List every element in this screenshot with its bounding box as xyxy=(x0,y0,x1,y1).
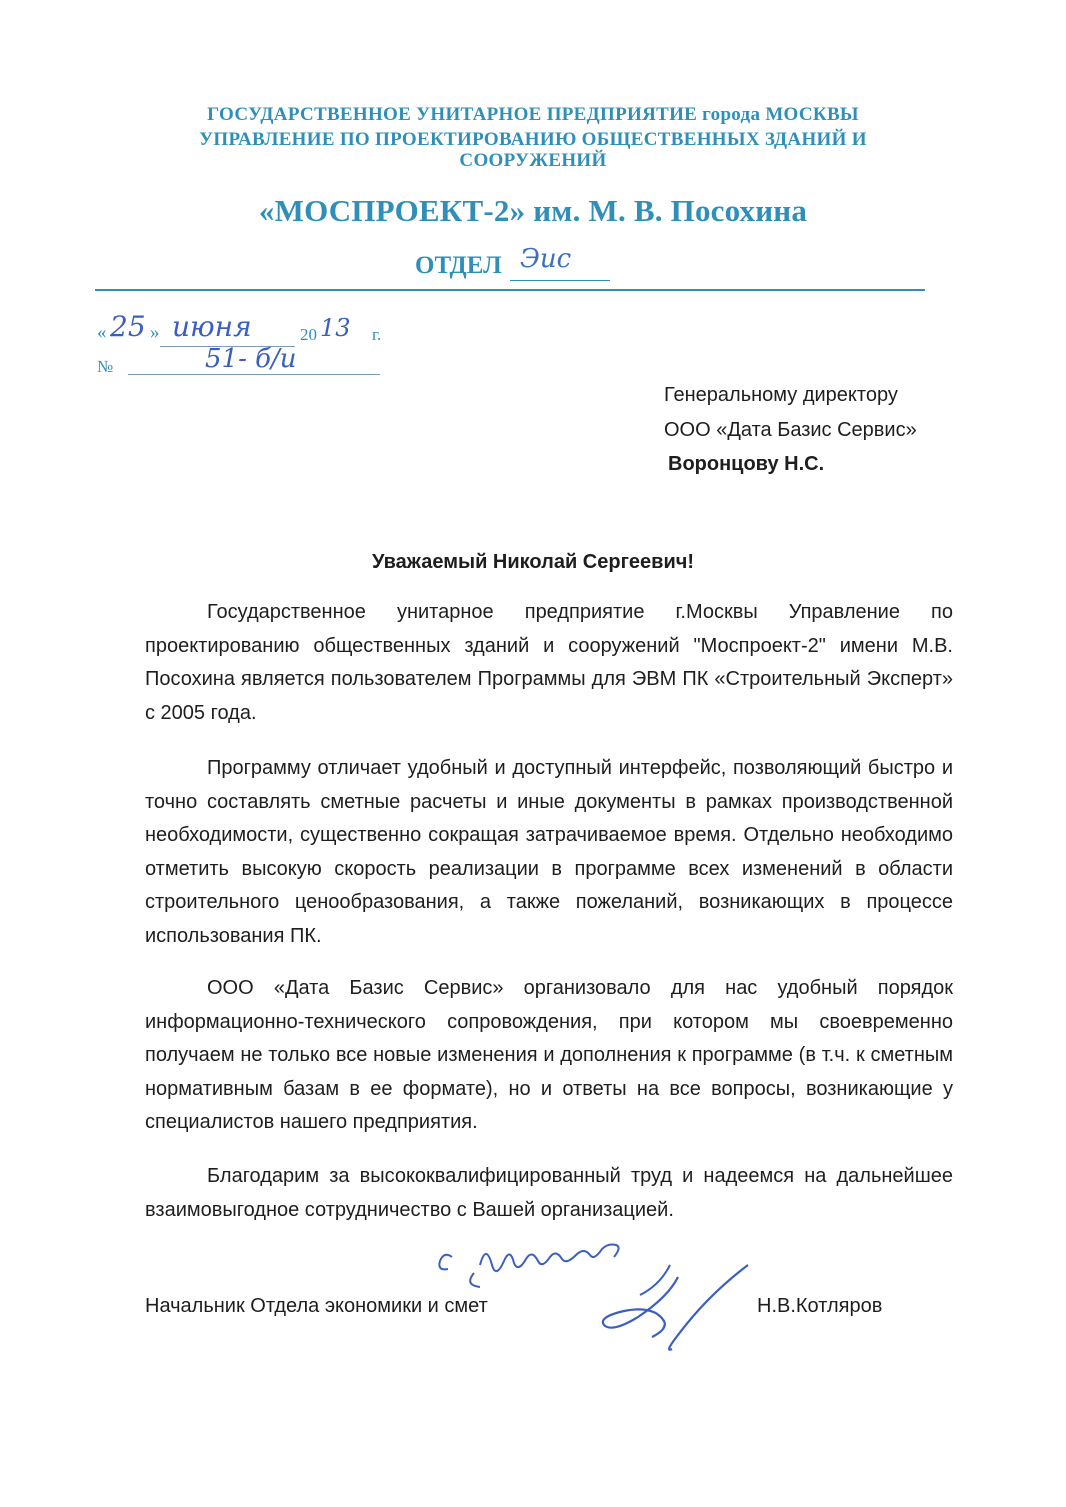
signatory-title: Начальник Отдела экономики и смет xyxy=(145,1295,488,1317)
letterhead-line-2: УПРАВЛЕНИЕ ПО ПРОЕКТИРОВАНИЮ ОБЩЕСТВЕННЫХ ЗДАНИЙ И xyxy=(199,129,867,150)
date-year-prefix: 20 xyxy=(300,325,317,344)
body-paragraph-2: Программу отличает удобный и доступный интерфейс, позволяющий быстро и точно составлять сметные расчеты и иные документы в рамках производственной необходимости, существенно сокращая затрачиваемое время. Отдельно необходимо отметить высокую скорость реализации в программе всех изменений в области строительного ценообразования, а также пожеланий, возникающих в процессе использования ПК. xyxy=(145,757,953,947)
letterhead-line-1: ГОСУДАРСТВЕННОЕ УНИТАРНОЕ ПРЕДПРИЯТИЕ города МОСКВЫ xyxy=(207,104,859,125)
date-year-mark: г. xyxy=(372,325,382,344)
letterhead-org-name: «МОСПРОЕКТ-2» им. М. В. Посохина xyxy=(258,193,808,228)
date-day: 25 xyxy=(110,310,146,343)
addressee-line-2: ООО «Дата Базис Сервис» xyxy=(664,419,917,441)
number-value: 51- б/и xyxy=(205,344,297,374)
date-month: июня xyxy=(172,310,252,343)
letterhead-line-3: СООРУЖЕНИЙ xyxy=(459,150,607,171)
department-underline xyxy=(510,280,610,281)
number-label: № xyxy=(97,357,114,376)
department-handwritten: Эис xyxy=(520,244,572,274)
date-close-quote: » xyxy=(150,322,160,343)
body-paragraph-3: ООО «Дата Базис Сервис» организовало для нас удобный порядок информационно-технического сопровождения, при котором мы своевременно получаем не только все новые изменения и дополнения к программе (в т.ч. к сметным нормативным базам в ее формате), но и ответы на все вопросы, возникающие у специалистов нашего предприятия. xyxy=(145,977,953,1133)
date-year-suffix: 13 xyxy=(320,314,351,342)
letterhead-divider xyxy=(95,289,925,291)
salutation: Уважаемый Николай Сергеевич! xyxy=(371,551,695,573)
body-paragraph-4: Благодарим за высококвалифицированный труд и надеемся на дальнейшее взаимовыгодное сотрудничество с Вашей организацией. xyxy=(145,1165,953,1221)
number-underline xyxy=(128,374,380,375)
department-label: ОТДЕЛ xyxy=(415,252,502,279)
addressee-line-1: Генеральному директору xyxy=(664,384,898,406)
body-paragraph-1: Государственное унитарное предприятие г.Москвы Управление по проектированию общественных зданий и сооружений "Моспроект-2" имени М.В. Посохина является пользователем Программы для ЭВМ ПК «Строительный Эксперт» с 2005 года. xyxy=(145,601,953,724)
date-open-quote: « xyxy=(97,322,107,343)
signatory-name: Н.В.Котляров xyxy=(757,1295,883,1317)
addressee-line-3: Воронцову Н.С. xyxy=(668,453,825,475)
